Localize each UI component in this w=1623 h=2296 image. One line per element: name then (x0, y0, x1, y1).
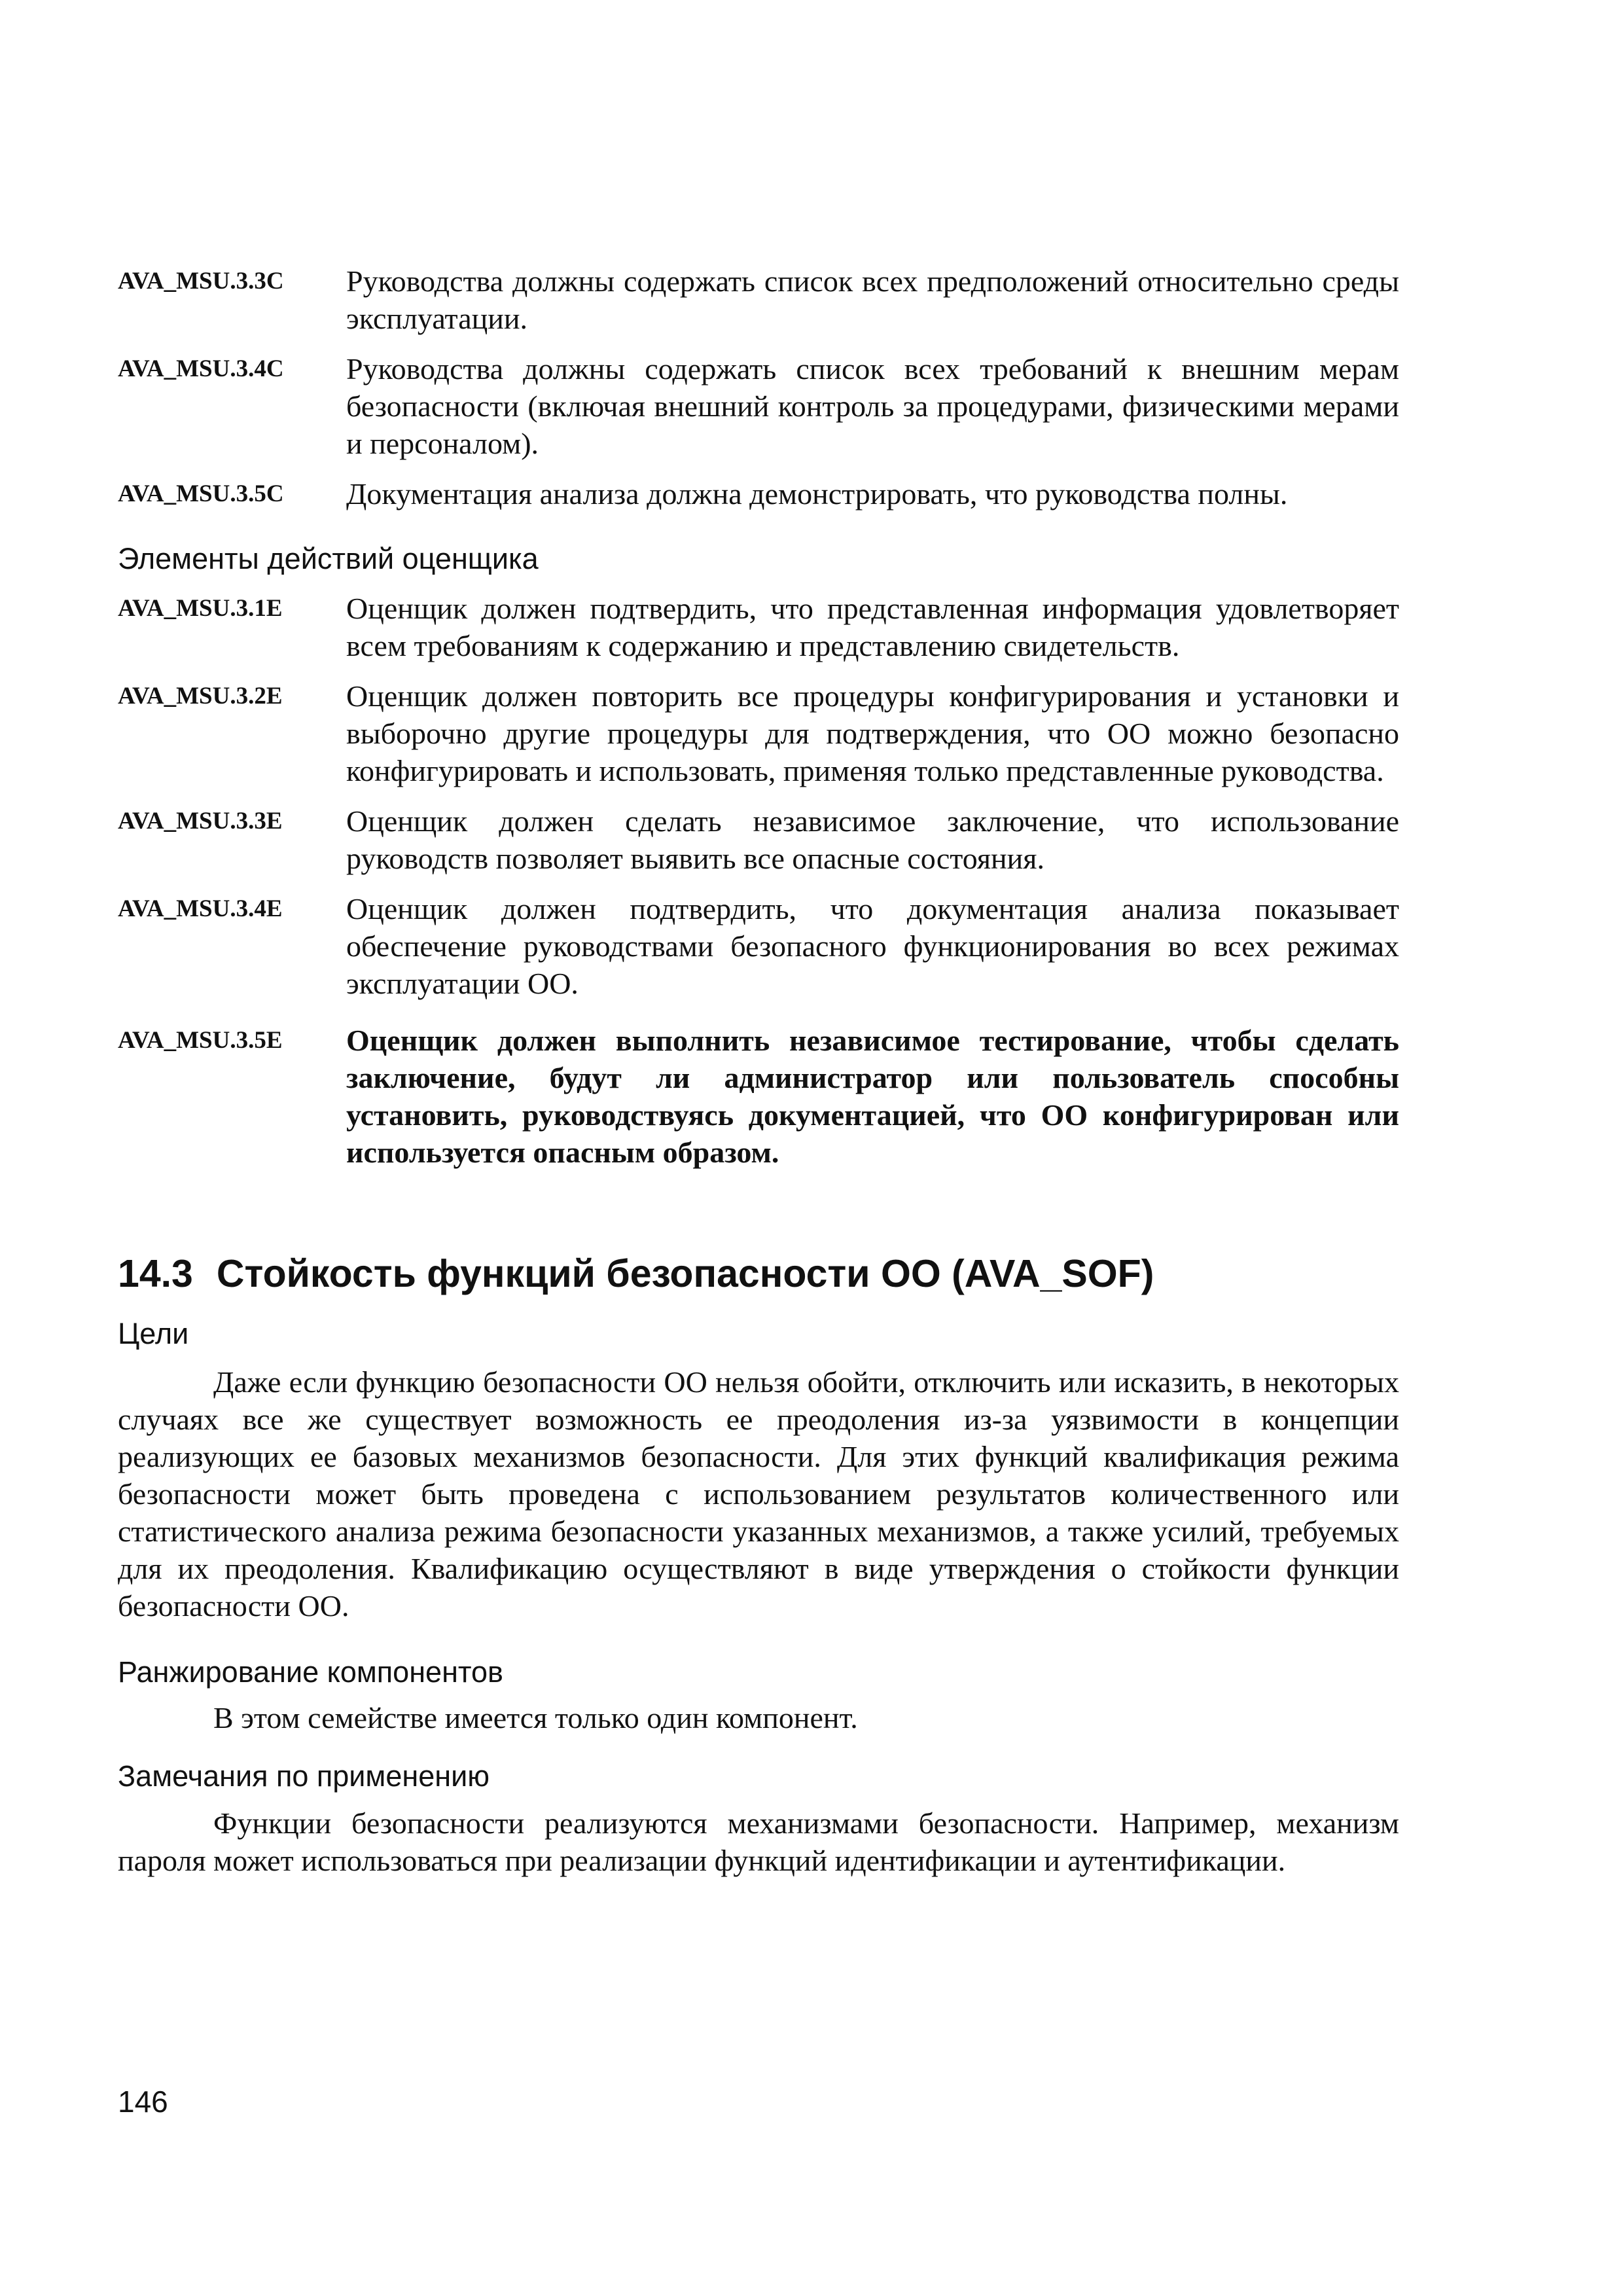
requirement-id: AVA_MSU.3.5E (118, 1027, 283, 1054)
requirement-row (118, 475, 1399, 512)
requirement-row (118, 350, 1399, 462)
requirement-text: Руководства должны содержать список всех требований к внешним мерам безопасности (включая внешний контроль за процедурами, физическими мерами и персоналом). (346, 352, 1399, 460)
page-number: 146 (118, 2085, 168, 2119)
requirement-text: Оценщик должен сделать независимое заключение, что использование руководств позволяет выявить все опасные состояния. (346, 804, 1399, 875)
evaluator-requirements-list (118, 590, 1399, 1171)
requirement-row (118, 1022, 1399, 1171)
requirement-id: AVA_MSU.3.3C (118, 268, 284, 295)
requirement-id: AVA_MSU.3.3E (118, 808, 283, 834)
requirement-text: Оценщик должен подтвердить, что документация анализа показывает обеспечение руководствами безопасного функционирования во всех режимах эксплуатации ОО. (346, 892, 1399, 1000)
requirement-id: AVA_MSU.3.2E (118, 683, 283, 709)
requirement-row (118, 890, 1399, 1002)
application-notes-paragraph: Функции безопасности реализуются механизмами безопасности. Например, механизм пароля может использоваться при реализации функций идентификации и аутентификации. (118, 1806, 1399, 1877)
requirement-id: AVA_MSU.3.4C (118, 355, 284, 382)
requirement-row (118, 802, 1399, 877)
application-notes-heading: Замечания по применению (118, 1759, 490, 1793)
ranking-paragraph: В этом семействе имеется только один компонент. (213, 1701, 858, 1734)
content-requirements-list (118, 262, 1399, 512)
requirement-row (118, 590, 1399, 664)
requirement-text: Оценщик должен повторить все процедуры конфигурирования и установки и выборочно другие процедуры для подтверждения, что ОО можно безопасно конфигурировать и использовать, применяя только представленные руководства. (346, 679, 1399, 787)
requirement-text: Оценщик должен подтвердить, что представленная информация удовлетворяет всем требованиям к содержанию и представлению свидетельств. (346, 592, 1399, 662)
evaluator-actions-heading: Элементы действий оценщика (118, 542, 539, 575)
goals-paragraph: Даже если функцию безопасности ОО нельзя обойти, отключить или исказить, в некоторых случаях все же существует возможность ее преодоления из-за уязвимости в концепции реализующих ее базовых механизмов безопасности. Для этих функций квалификация режима безопасности может быть проведена с использованием результатов количественного или статистического анализа режима безопасности указанных механизмов, а также усилий, требуемых для их преодоления. Квалификацию осуществляют в виде утверждения о стойкости функции безопасности ОО. (118, 1365, 1399, 1623)
requirement-row (118, 262, 1399, 337)
requirement-id: AVA_MSU.3.5C (118, 480, 284, 507)
section-number: 14.3 (118, 1252, 193, 1295)
requirement-row (118, 677, 1399, 789)
requirement-id: AVA_MSU.3.4E (118, 895, 283, 922)
section-heading (118, 1250, 1154, 1297)
goals-heading: Цели (118, 1317, 189, 1350)
requirement-text: Руководства должны содержать список всех предположений относительно среды эксплуатации. (346, 264, 1399, 335)
section-title: Стойкость функций безопасности ОО (AVA_SOF) (216, 1252, 1154, 1295)
ranking-heading: Ранжирование компонентов (118, 1655, 503, 1689)
requirement-text-emphasized: Оценщик должен выполнить независимое тестирование, чтобы сделать заключение, будут ли администратор или пользователь способны установить, руководствуясь документацией, что ОО конфигурирован или используется опасным образом. (346, 1024, 1399, 1169)
requirement-text: Документация анализа должна демонстрировать, что руководства полны. (346, 477, 1288, 511)
requirement-id: AVA_MSU.3.1E (118, 595, 283, 622)
